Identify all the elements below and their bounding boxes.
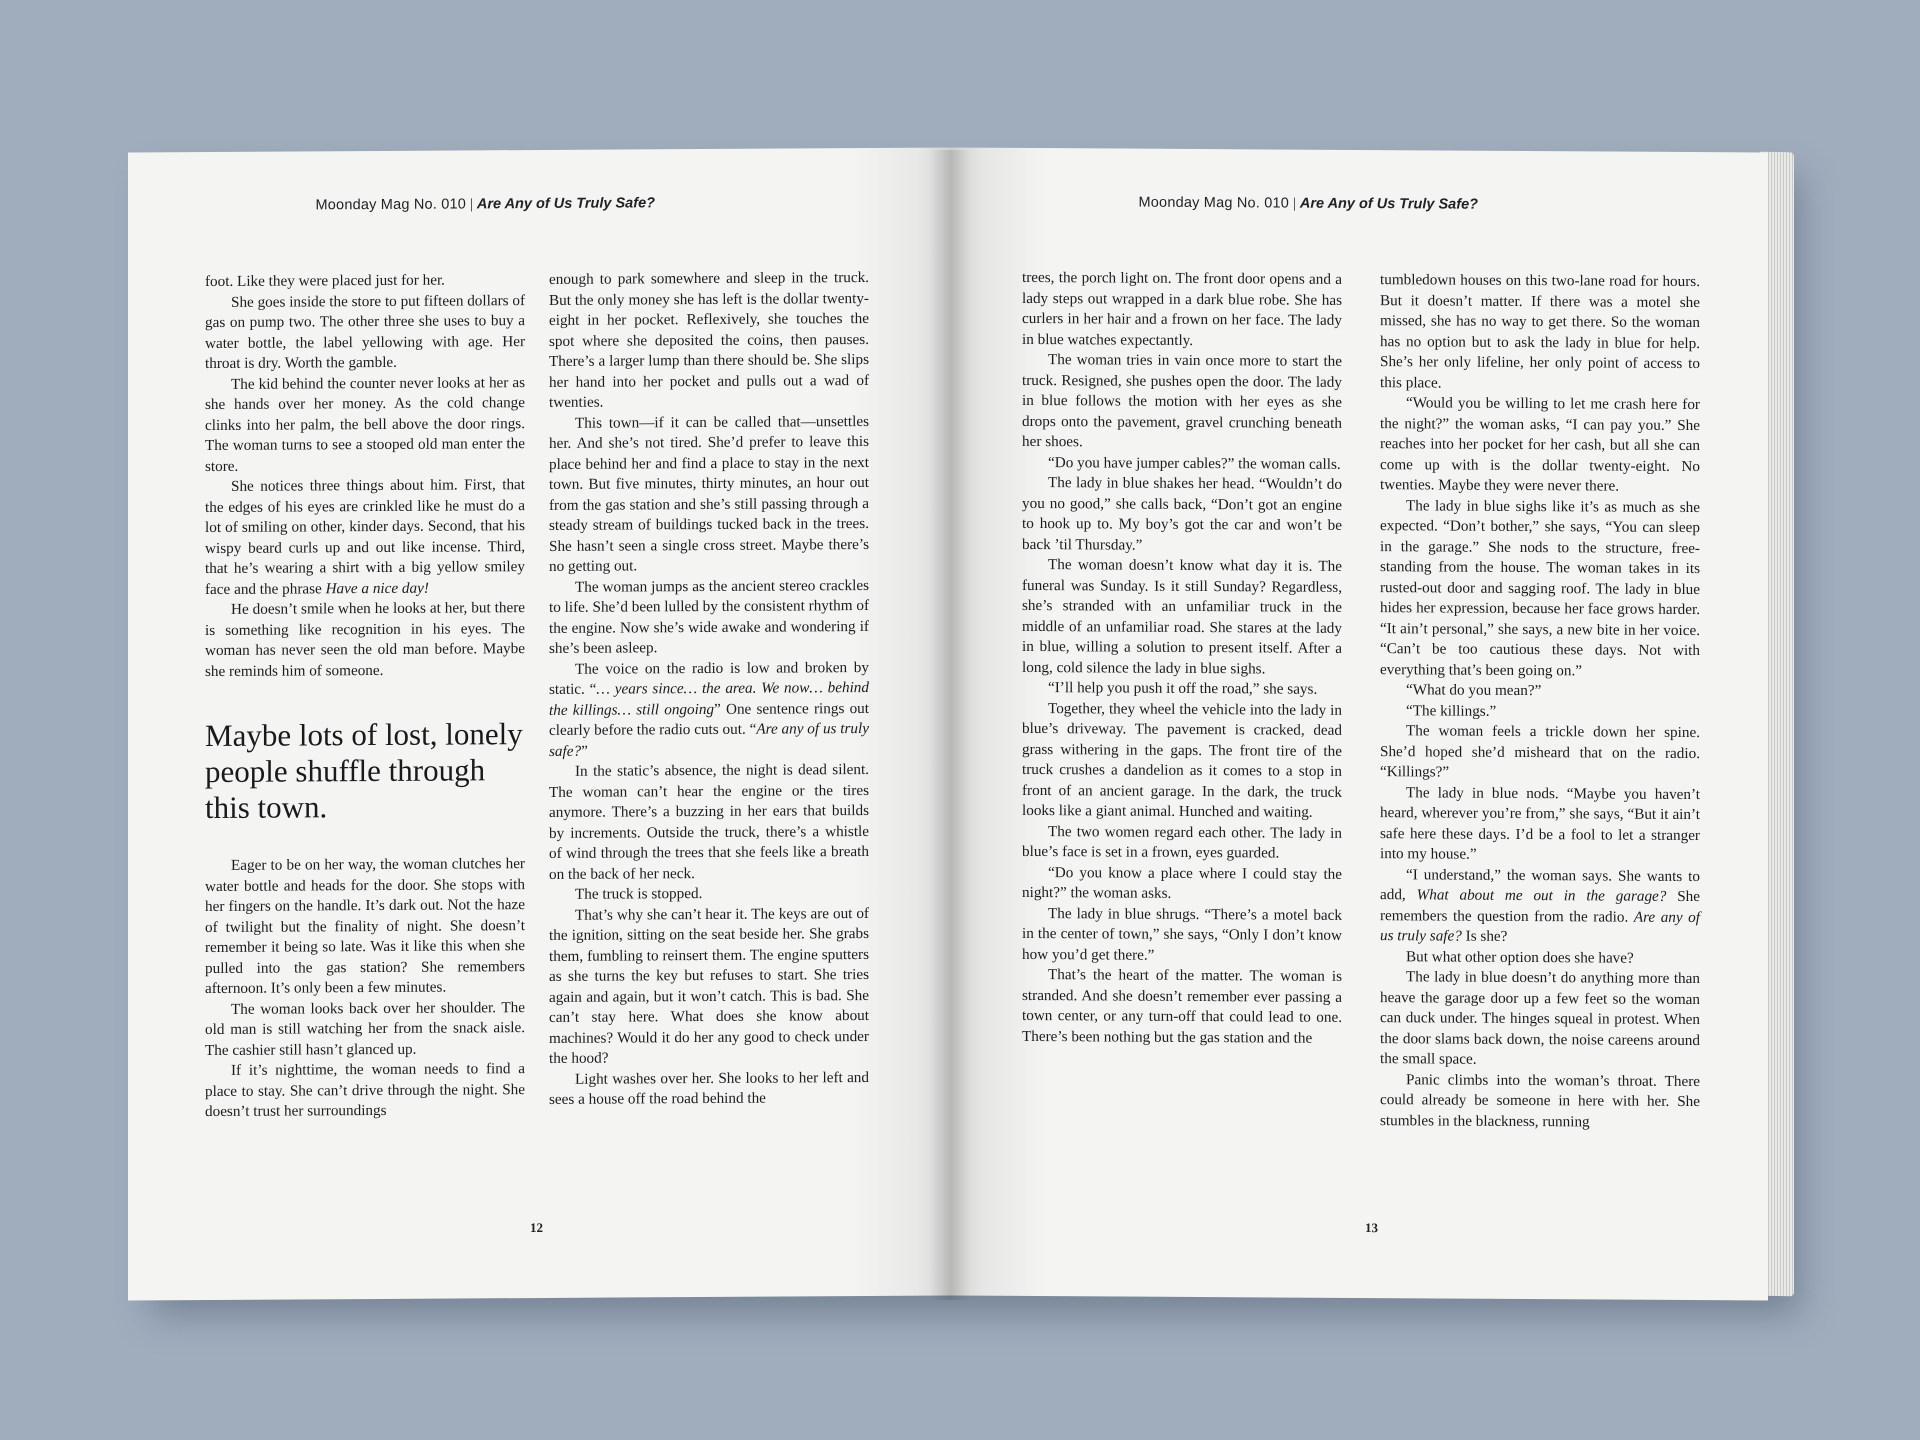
paragraph: Light washes over her. She looks to her left and sees a house off the road behind the	[549, 1068, 869, 1108]
paragraph: The lady in blue shrugs. “There’s a motel back in the center of town,” she says, “Only I don’t know how you’d get there.”	[1022, 904, 1342, 964]
paragraph: foot. Like they were placed just for her.	[205, 271, 445, 291]
paragraph: The woman looks back over her shoulder. The old man is still watching her from the snack aisle. The cashier still hasn’t glanced up.	[205, 998, 525, 1059]
paragraph	[549, 657, 869, 761]
page-number-right: 13	[1365, 1220, 1378, 1236]
paragraph: tumbledown houses on this two-lane road for hours. But it doesn’t matter. If there was a motel she missed, she has no way to get there. So the woman has no option but to ask the lady in blue for help. She’s her only lifeline, her only point of access to this place.	[1380, 271, 1700, 392]
left-column-1	[205, 270, 525, 1122]
paragraph: In the static’s absence, the night is dead silent. The woman can’t hear the engine or the tires anymore. There’s a buzzing in her ears that builds by increments. Outside the truck, there’s a whistle of wind through the trees that she feels like a breath on the back of her neck.	[549, 760, 869, 883]
running-head-separator: |	[470, 196, 473, 213]
magazine-name: Moonday Mag No. 010	[1138, 194, 1290, 212]
shirt-phrase: Have a nice day!	[325, 579, 429, 597]
paragraph: Eager to be on her way, the woman clutches her water bottle and heads for the door. She stops with her fingers on the handle. It’s dark out. Not the haze of twilight but the finality of night. She doesn’t remember it being so late. Was it like this when she pulled into the gas station? She remembers afternoon. It’s only been a few minutes.	[205, 855, 525, 998]
story-title: Are Any of Us Truly Safe?	[476, 195, 655, 213]
page-number-left: 12	[530, 1219, 543, 1236]
paragraph: That’s the heart of the matter. The woman is stranded. And she doesn’t remember ever passing a town center, or any turn-off that could lead to one. There’s been nothing but the gas station and the	[1022, 966, 1342, 1047]
paragraph-text: ”	[581, 742, 588, 760]
paragraph-text: The voice on the radio is low and broken by static. “	[549, 658, 869, 698]
paragraph: The woman tries in vain once more to start the truck. Resigned, she pushes open the door. The lady in blue follows the motion with her eyes as she drops onto the pavement, gravel crunching beneath her shoes.	[1022, 351, 1342, 451]
running-head-left	[316, 195, 655, 214]
paragraph: “The killings.”	[1406, 701, 1497, 720]
paragraph: But what other option does she have?	[1406, 947, 1634, 967]
left-page	[128, 147, 950, 1300]
paragraph: enough to park somewhere and sleep in the truck. But the only money she has left is the dollar twenty-eight in her pocket. Reflexively, she touches the spot where she deposited the coins, then pauses. There’s a larger lump than there should be. She slips her hand into her pocket and pulls out a wad of twenties.	[549, 268, 869, 411]
paragraph-text: “I understand,” the woman says. She wants to add,	[1380, 865, 1700, 904]
paragraph: “Do you have jumper cables?” the woman calls.	[1048, 453, 1341, 473]
paragraph-text: ” One sentence rings out clearly before the radio cuts out. “	[549, 699, 869, 739]
radio-question: Are any of us truly safe?	[1380, 908, 1700, 945]
paragraph: “Do you know a place where I could stay the night?” the woman asks.	[1022, 863, 1342, 902]
paragraph: The woman jumps as the ancient stereo crackles to life. She’d been lulled by the consistent rhythm of the engine. Now she’s wide awake and wondering if she’s been asleep.	[549, 576, 869, 657]
book-gutter	[930, 150, 970, 1300]
paragraph: This town—if it can be called that—unsettles her. And she’s not tired. She’d prefer to leave this place behind her and find a place to stay in the next town. But five minutes, thirty minutes, an hour out from the gas station and she’s still passing through a steady stream of buildings tucked back in the trees. She hasn’t seen a single cross street. Maybe there’s no getting out.	[549, 412, 869, 575]
radio-question: Are any of us truly safe?	[549, 719, 869, 760]
paragraph-text: She remembers the question from the radio.	[1380, 887, 1700, 926]
paragraph: “Would you be willing to let me crash here for the night?” the woman asks, “I can pay you.” She reaches into her pocket for her cash, but all she can come up with is the dollar twenty-eight. No twenties. Maybe they were never there.	[1380, 394, 1700, 495]
paragraph: The lady in blue nods. “Maybe you haven’t heard, wherever you’re from,” she says, “But it ain’t safe here these days. I’d be a fool to let a stranger into my house.”	[1380, 783, 1700, 863]
paragraph: The two women regard each other. The lady in blue’s face is set in a frown, eyes guarded.	[1022, 822, 1342, 862]
paragraph: The lady in blue doesn’t do anything more than heave the garage door up a few feet so the woman can duck under. The hinges squeal in protest. When the door slams back down, the noise careens around the small space.	[1380, 968, 1700, 1068]
paragraph: If it’s nighttime, the woman needs to find a place to stay. She can’t drive through the night. She doesn’t trust her surroundings	[205, 1060, 525, 1121]
running-head-right	[1139, 195, 1478, 214]
paragraph: “What do you mean?”	[1406, 681, 1542, 700]
paragraph: The woman doesn’t know what day it is. The funeral was Sunday. Is it still Sunday? Regardless, she’s stranded with an unfamiliar truck in the middle of an unfamiliar road. She stares at the lady in blue, willing a solution to present itself. After a long, cold silence the lady in blue sighs.	[1022, 556, 1342, 677]
paragraph: The woman feels a trickle down her spine. She’d hoped she’d misheard that on the radio. “Killings?”	[1380, 722, 1700, 781]
left-column-2	[549, 268, 869, 1110]
right-page	[950, 148, 1768, 1301]
paragraph: Together, they wheel the vehicle into the lady in blue’s driveway. The pavement is cracked, dead grass withering in the gaps. The front tire of the truck crushes a dandelion as it comes to a stop in front of an ancient garage. In the dark, the truck looks like a giant animal. Hunched and waiting.	[1022, 699, 1342, 821]
paragraph: Panic climbs into the woman’s throat. There could already be someone in here with her. She stumbles in the blackness, running	[1380, 1070, 1700, 1130]
paragraph: She goes inside the store to put fifteen dollars of gas on pump two. The other three she uses to buy a water bottle, the label yellowing with age. Her throat is dry. Worth the gamble.	[205, 291, 525, 373]
paragraph: That’s why she can’t hear it. The keys are out of the ignition, sitting on the seat beside her. She grabs them, fumbling to reinsert them. The engine sputters as she turns the key but refuses to start. She tries again and again, but it won’t catch. This is bad. She can’t stay here. What does she know about machines? Would it do her any good to check under the hood?	[549, 904, 869, 1067]
paragraph: The lady in blue shakes her head. “Wouldn’t do you no good,” she calls back, “Don’t got an engine to hook up to. My boy’s got the car and won’t be back ’til Thursday.”	[1022, 474, 1342, 554]
inner-thought: What about me out in the garage?	[1416, 886, 1667, 905]
paragraph: The lady in blue sighs like it’s as much as she expected. “Don’t bother,” she says, “You can sleep in the garage.” She nods to the structure, free-standing from the house. The woman takes in its rusted-out door and sagging roof. The lady in blue hides her expression, because her face grows harder. “It ain’t personal,” she says, a new bite in her voice. “Can’t be too cautious these days. Not with everything that’s been going on.”	[1380, 496, 1700, 679]
paragraph	[1380, 865, 1700, 949]
paragraph: The kid behind the counter never looks at her as she hands over her money. As the cold change clinks into her palm, the bell above the door rings. The woman turns to see a stooped old man enter the store.	[205, 373, 525, 475]
radio-quote: … years since… the area. We now… behind the killings… still ongoing	[549, 678, 869, 719]
paragraph: “I’ll help you push it off the road,” she says.	[1048, 679, 1318, 698]
paragraph: The truck is stopped.	[575, 885, 703, 903]
paragraph-text: She notices three things about him. First, that the edges of his eyes are crinkled like he must do a lot of smiling on other, kinder days. Second, that his wispy beard curls up and out like incense. Third, that he’s wearing a shirt with a big yellow smiley face and the phrase	[205, 476, 525, 598]
right-column-1	[1022, 268, 1342, 1049]
paragraph	[205, 475, 525, 600]
paragraph: trees, the porch light on. The front door opens and a lady steps out wrapped in a dark blue robe. She has curlers in her hair and a frown on her face. The lady in blue watches expectantly.	[1022, 268, 1342, 349]
magazine-name: Moonday Mag No. 010	[315, 196, 467, 214]
pull-quote: Maybe lots of lost, lonely people shuffle through this town.	[205, 716, 523, 826]
paragraph: He doesn’t smile when he looks at her, but there is something like recognition in his eyes. The woman has never seen the old man before. Maybe she reminds him of someone.	[205, 599, 525, 680]
running-head-separator: |	[1293, 195, 1296, 212]
right-column-2	[1380, 270, 1700, 1133]
story-title: Are Any of Us Truly Safe?	[1299, 195, 1478, 213]
paragraph-text: Is she?	[1461, 927, 1508, 945]
